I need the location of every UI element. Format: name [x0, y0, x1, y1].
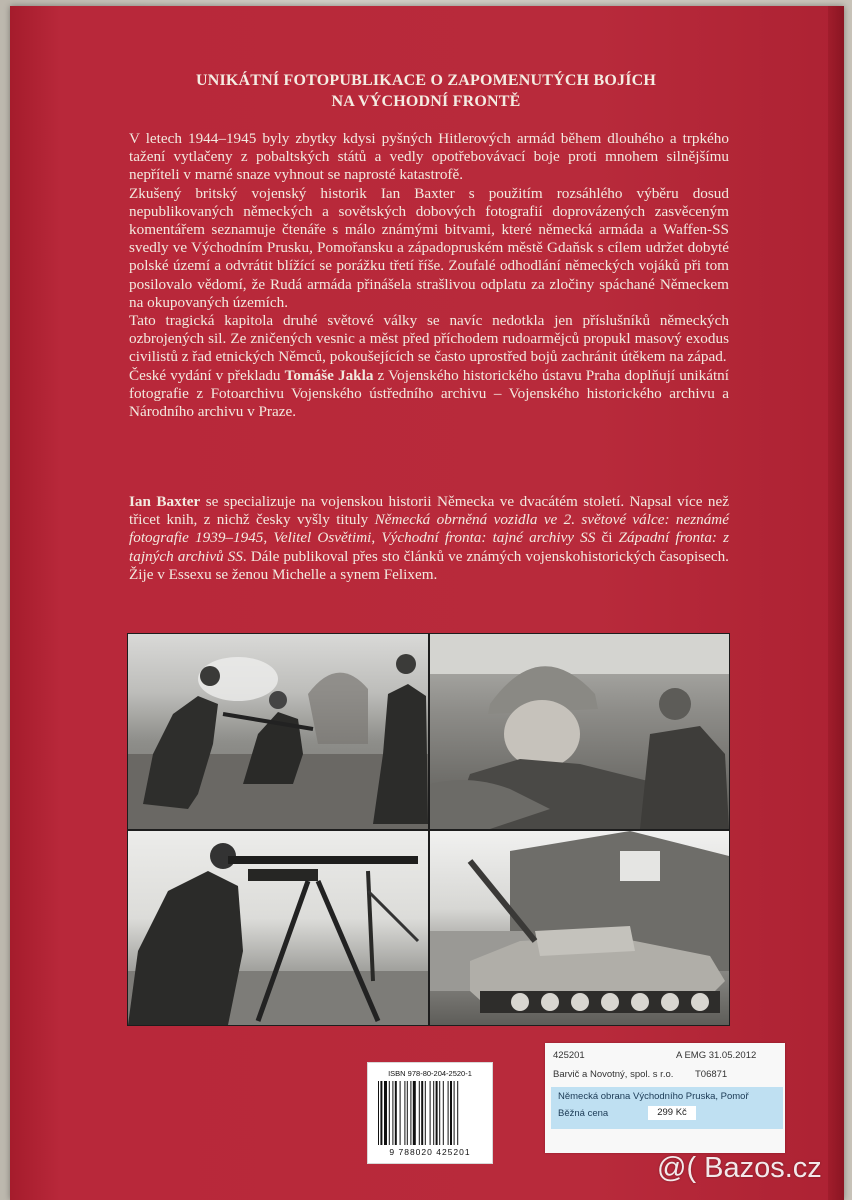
photo-destroyed-tank [430, 831, 729, 1025]
barcode-bar [413, 1081, 416, 1145]
blurb-paragraph-3: Tato tragická kapitola druhé světové války se navíc nedotkla jen příslušníků německých ozbrojených sil. Ze zničených vesnic a měst před příchodem rudoarmějců propukl masový exodus civilistů z řad etnických Němců, pokoušejících se často uprostřed bojů zachránit útěkem na západ. [129, 312, 729, 366]
barcode-bar [433, 1081, 434, 1145]
barcode-bar [380, 1081, 382, 1145]
barcode-bar [430, 1081, 431, 1145]
barcode-bar [407, 1081, 408, 1145]
book-title-4: Západní fronta: z tajných archivů SS [129, 529, 730, 565]
sticker-publisher: Barvič a Novotný, spol. s r.o. [553, 1069, 674, 1080]
isbn-label: ISBN 978-80-204-2520-1 [388, 1069, 472, 1078]
book-title-1: Německá obrněná vozidla ve 2. světové válce: neznámé fotografie 1939–1945 [129, 511, 729, 547]
cover-heading [0, 70, 852, 112]
sticker-item-code: T06871 [695, 1069, 728, 1080]
sticker-title: Německá obrana Východního Pruska, Pomoř [558, 1091, 749, 1102]
barcode-bar [436, 1081, 438, 1145]
blurb-paragraph-2: Zkušený britský vojenský historik Ian Baxter s použitím rozsáhlého výběru dosud nepublikovaných německých a sovětských dobových fotografií doprovázených zasvěceným komentářem seznamuje čtenáře s málo známými bitvami, které německá armáda a Waffen-SS svedly ve Východním Prusku, Pomořansku a západopruském městě Gdaňsk s cílem udržet dobyté polské území a odvrátit blížící se porážku třetí říše. Zoufalé odhodlání německých vojáků při tom posilovalo vědomí, že Rudá armáda přinášela strašlivou odplatu za zločiny spáchané Německem na okupovaných územích. [129, 184, 729, 311]
barcode-bar [384, 1081, 387, 1145]
separator-1: , [263, 529, 274, 547]
translator-name: Tomáše Jakla [284, 366, 374, 384]
barcode-bar [454, 1081, 455, 1145]
book-title-2: Velitel Osvětimi [273, 529, 372, 547]
author-text-1: se specializuje na vojenskou historii Německa ve dvacátém století. Napsal více než třicet knih, z nichž česky vyšly tituly [129, 493, 729, 529]
cover-edge [828, 6, 844, 1200]
barcode-bars [378, 1081, 482, 1145]
photo-grid [127, 633, 730, 1026]
blurb-text [129, 130, 729, 421]
sticker-ref: A EMG 31.05.2012 [676, 1050, 757, 1061]
photo-machine-gun [128, 831, 428, 1025]
price-sticker [545, 1043, 785, 1153]
paragraph-4-end: z Vojenského historického ústavu Praha doplňují unikátní fotografie z Fotoarchivu Vojenského ústředního archivu – Vojenského historického archivu a Národního archivu v Praze. [129, 366, 729, 421]
barcode-bar [425, 1081, 426, 1145]
author-name: Ian Baxter [129, 493, 201, 510]
barcode-bar [421, 1081, 423, 1145]
barcode-digits: 9 788020 425201 [389, 1147, 471, 1157]
barcode-bar [457, 1081, 458, 1145]
heading-line-1: UNIKÁTNÍ FOTOPUBLIKACE O ZAPOMENUTÝCH BOJÍCH [195, 72, 657, 89]
sticker-price: 299 Kč [648, 1106, 696, 1120]
barcode-bar [448, 1081, 449, 1145]
book-title-3: Východní fronta: tajné archivy SS [381, 529, 596, 547]
photo-soldiers-fighting [128, 634, 428, 829]
photo-soldier-helmet [430, 634, 729, 829]
heading-line-2: NA VÝCHODNÍ FRONTĚ [331, 93, 521, 110]
sticker-price-label: Běžná cena [558, 1108, 609, 1119]
barcode-bar [439, 1081, 440, 1145]
barcode-bar [400, 1081, 401, 1145]
barcode-bar [410, 1081, 411, 1145]
separator-3: či [595, 529, 619, 547]
barcode-bar [443, 1081, 444, 1145]
barcode-label [367, 1062, 493, 1164]
barcode-bar [389, 1081, 390, 1145]
barcode-bar [450, 1081, 452, 1145]
author-paragraph [129, 493, 729, 584]
barcode-bar [392, 1081, 393, 1145]
barcode-bar [378, 1081, 379, 1145]
author-bio [129, 493, 729, 584]
paragraph-4-start: České vydání v překladu [129, 366, 285, 384]
barcode-bar [419, 1081, 420, 1145]
watermark: @( Bazos.cz [657, 1152, 822, 1184]
separator-2: , [371, 529, 382, 547]
barcode-bar [404, 1081, 405, 1145]
blurb-paragraph-1: V letech 1944–1945 byly zbytky kdysi pyšných Hitlerových armád během dlouhého a trpkého tažení vytlačeny z pobaltských států a vedly opotřebovávací boje proti mnohem silnějšímu nepříteli v marné snaze vyhnout se naprosté katastrofě. [129, 130, 729, 184]
sticker-code: 425201 [553, 1050, 585, 1061]
blurb-paragraph-4 [129, 367, 729, 422]
barcode-bar [395, 1081, 397, 1145]
author-text-2: . Dále publikoval přes sto článků ve známých vojenskohistorických časopisech. Žije v Essexu se ženou Michelle a synem Felixem. [129, 547, 729, 583]
